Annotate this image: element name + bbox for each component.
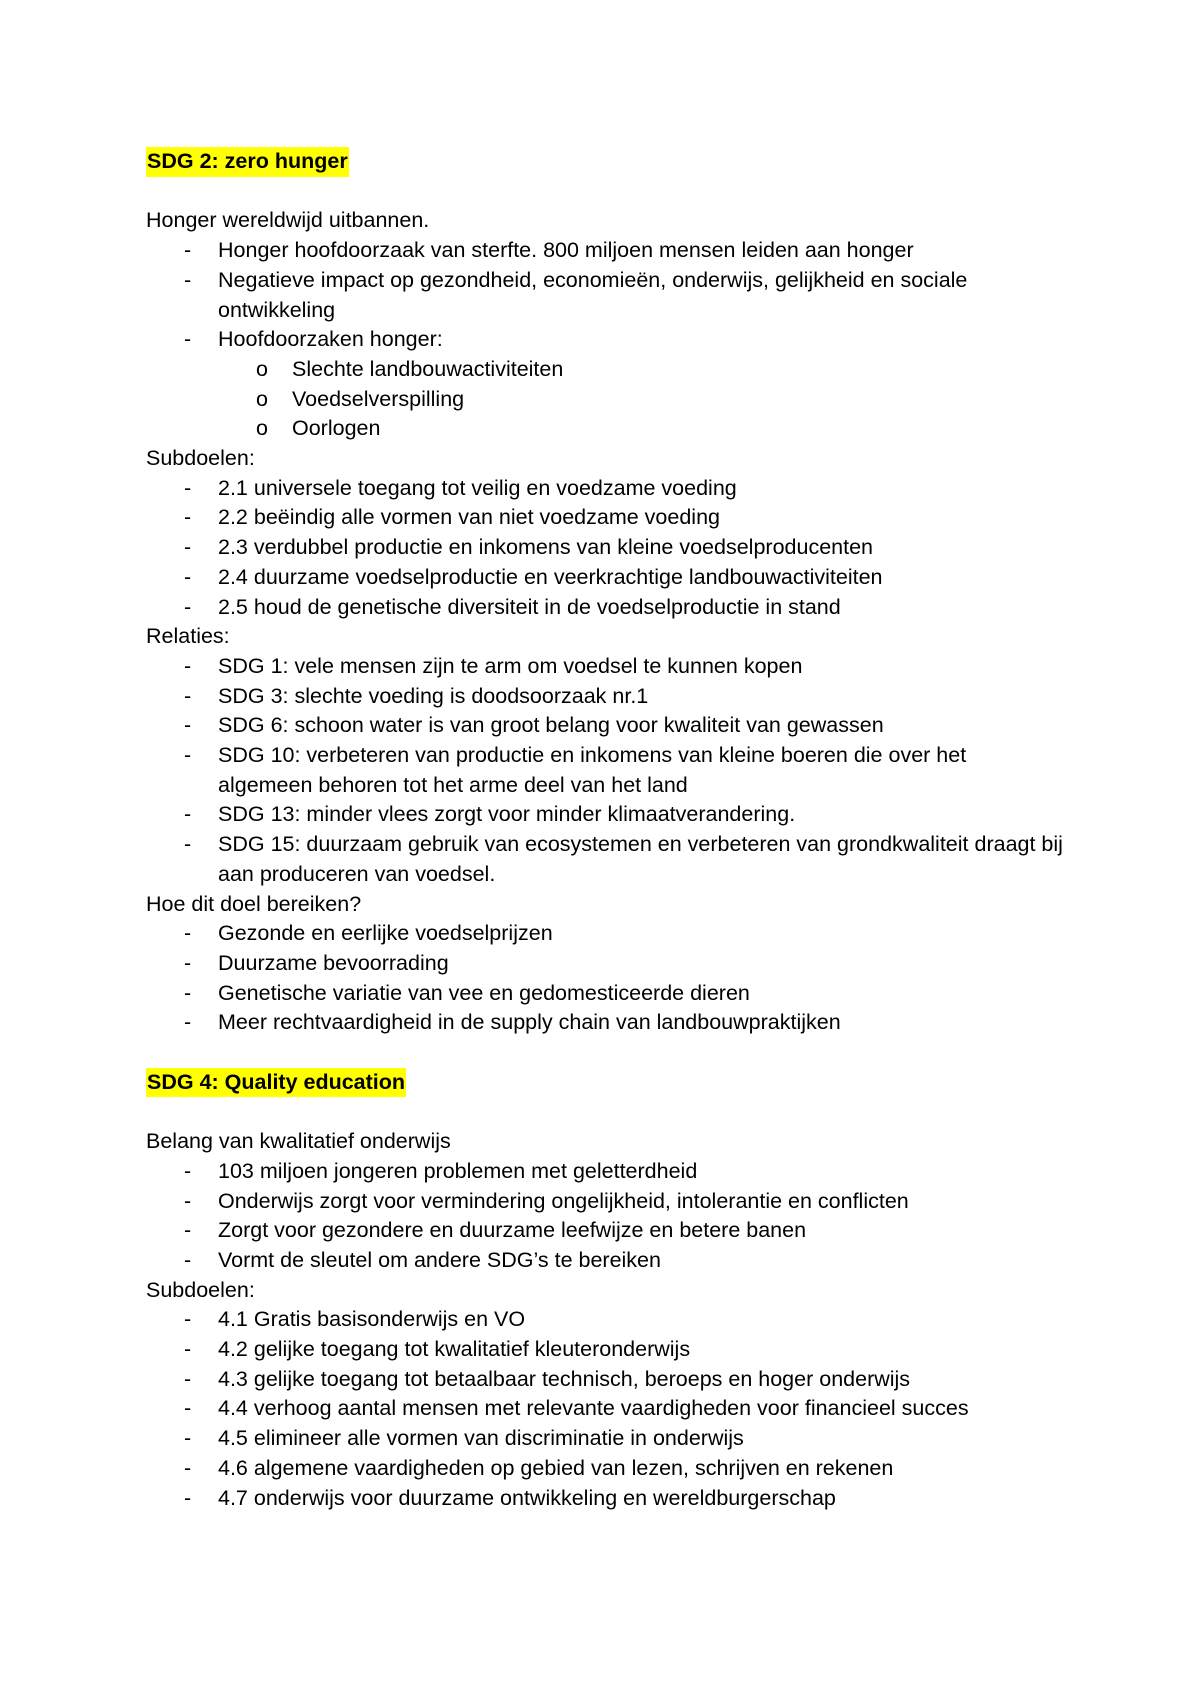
list-item-text: Honger hoofdoorzaak van sterfte. 800 miljoen mensen leiden aan honger [218, 238, 914, 263]
sub-list-item-text: Voedselverspilling [292, 386, 465, 411]
list-item-text: Meer rechtvaardigheid in de supply chain van landbouwpraktijken [218, 1010, 841, 1035]
dash-bullet: - [184, 713, 192, 738]
list-item-text: Hoofdoorzaken honger: [218, 327, 443, 352]
dash-bullet: - [184, 238, 192, 263]
sub-list-item-text: Oorlogen [292, 416, 381, 441]
dash-bullet: - [184, 267, 192, 292]
dash-bullet: - [184, 535, 192, 560]
list-item-text: Onderwijs zorgt voor vermindering ongelijkheid, intolerantie en conflicten [218, 1188, 909, 1213]
list-item [146, 1424, 1086, 1454]
list-item [146, 652, 1086, 682]
list-item [146, 919, 1086, 949]
list-item-text: Negatieve impact op gezondheid, economieën, onderwijs, gelijkheid en sociale ontwikkeling [218, 267, 968, 322]
dash-bullet: - [184, 1426, 192, 1451]
list-item [146, 503, 1086, 533]
dash-bullet: - [184, 505, 192, 530]
dash-bullet: - [184, 1485, 192, 1510]
dash-bullet: - [184, 683, 192, 708]
list-item [146, 325, 1086, 355]
list-item [146, 979, 1086, 1009]
list-item-text: Vormt de sleutel om andere SDG’s te bereiken [218, 1247, 661, 1272]
dash-bullet: - [184, 475, 192, 500]
sub-list-item [146, 355, 1086, 385]
list-item-text: Genetische variatie van vee en gedomesticeerde dieren [218, 980, 750, 1005]
list-item-text: 2.4 duurzame voedselproductie en veerkrachtige landbouwactiviteiten [218, 564, 883, 589]
section-heading-sdg4 [146, 1068, 1086, 1098]
list-item [146, 1305, 1086, 1335]
sub-list-item [146, 414, 1086, 444]
blank-line [146, 177, 1086, 207]
dash-bullet: - [184, 1307, 192, 1332]
circle-bullet: o [256, 386, 268, 411]
list-item [146, 1335, 1086, 1365]
list-item-text: 2.5 houd de genetische diversiteit in de voedselproductie in stand [218, 594, 841, 619]
list-item [146, 800, 1086, 830]
list-item-text: SDG 6: schoon water is van groot belang voor kwaliteit van gewassen [218, 713, 884, 738]
dash-bullet: - [184, 653, 192, 678]
blank-line [146, 1038, 1086, 1068]
dash-bullet: - [184, 980, 192, 1005]
list-item [146, 1216, 1086, 1246]
list-item-text: 4.7 onderwijs voor duurzame ontwikkeling en wereldburgerschap [218, 1485, 836, 1510]
list-item-text: 2.1 universele toegang tot veilig en voedzame voeding [218, 475, 737, 500]
relations-label: Relaties: [146, 624, 230, 649]
list-item-text: SDG 10: verbeteren van productie en inkomens van kleine boeren die over het algemeen behoren tot het arme deel van het land [218, 743, 967, 797]
list-item-text: SDG 13: minder vlees zorgt voor minder klimaatverandering. [218, 802, 796, 827]
dash-bullet: - [184, 1218, 192, 1243]
list-item [146, 1394, 1086, 1424]
dash-bullet: - [184, 1158, 192, 1183]
list-item [146, 474, 1086, 504]
dash-bullet: - [184, 1366, 192, 1391]
list-item-text: 4.3 gelijke toegang tot betaalbaar technisch, beroeps en hoger onderwijs [218, 1366, 911, 1391]
list-item [146, 741, 1018, 800]
list-item [146, 266, 1018, 325]
list-item [146, 682, 1086, 712]
list-item-text: Gezonde en eerlijke voedselprijzen [218, 921, 553, 946]
list-item-text: 4.5 elimineer alle vormen van discriminatie in onderwijs [218, 1426, 744, 1451]
list-item-text: SDG 1: vele mensen zijn te arm om voedsel te kunnen kopen [218, 653, 803, 678]
circle-bullet: o [256, 416, 268, 441]
list-item [146, 1454, 1086, 1484]
list-item-text: 4.1 Gratis basisonderwijs en VO [218, 1307, 526, 1332]
list-item-text: 4.4 verhoog aantal mensen met relevante vaardigheden voor financieel succes [218, 1396, 969, 1421]
list-item [146, 1246, 1086, 1276]
sub-list-item-text: Slechte landbouwactiviteiten [292, 356, 564, 381]
list-item-text: SDG 15: duurzaam gebruik van ecosystemen en verbeteren van grondkwaliteit draagt bij aan produceren van voedsel. [218, 832, 1063, 886]
list-item [146, 1187, 1086, 1217]
list-item-text: SDG 3: slechte voeding is doodsoorzaak nr.1 [218, 683, 649, 708]
dash-bullet: - [184, 327, 192, 352]
list-item [146, 949, 1086, 979]
list-item-text: 2.2 beëindig alle vormen van niet voedzame voeding [218, 505, 720, 530]
list-item-text: Zorgt voor gezondere en duurzame leefwijze en betere banen [218, 1218, 807, 1243]
section-heading-text: SDG 4: Quality education [146, 1068, 406, 1098]
section-heading-text: SDG 2: zero hunger [146, 147, 349, 177]
dash-bullet: - [184, 832, 192, 857]
dash-bullet: - [184, 743, 192, 768]
list-item-text: 4.6 algemene vaardigheden op gebied van lezen, schrijven en rekenen [218, 1455, 894, 1480]
dash-bullet: - [184, 594, 192, 619]
dash-bullet: - [184, 1247, 192, 1272]
list-item [146, 236, 1086, 266]
list-item-text: 103 miljoen jongeren problemen met geletterdheid [218, 1158, 698, 1183]
circle-bullet: o [256, 356, 268, 381]
blank-line [146, 1097, 1086, 1127]
list-item [146, 1157, 1086, 1187]
subgoals-label: Subdoelen: [146, 446, 255, 471]
dash-bullet: - [184, 921, 192, 946]
dash-bullet: - [184, 564, 192, 589]
intro-text: Belang van kwalitatief onderwijs [146, 1129, 451, 1154]
how-label: Hoe dit doel bereiken? [146, 891, 362, 916]
sub-list-item [146, 385, 1086, 415]
dash-bullet: - [184, 950, 192, 975]
list-item [146, 593, 1086, 623]
list-item [146, 1008, 1086, 1038]
document-content [146, 147, 1086, 1513]
list-item-text: 2.3 verdubbel productie en inkomens van kleine voedselproducenten [218, 535, 873, 560]
section-heading-sdg2 [146, 147, 1086, 177]
subgoals-label: Subdoelen: [146, 1277, 255, 1302]
list-item [146, 711, 1086, 741]
dash-bullet: - [184, 802, 192, 827]
list-item [146, 1484, 1086, 1514]
list-item-text: Duurzame bevoorrading [218, 950, 449, 975]
list-item [146, 533, 1086, 563]
intro-text: Honger wereldwijd uitbannen. [146, 208, 430, 233]
list-item [146, 563, 1086, 593]
list-item-text: 4.2 gelijke toegang tot kwalitatief kleuteronderwijs [218, 1337, 691, 1362]
dash-bullet: - [184, 1188, 192, 1213]
dash-bullet: - [184, 1337, 192, 1362]
list-item [146, 830, 1078, 889]
dash-bullet: - [184, 1455, 192, 1480]
dash-bullet: - [184, 1010, 192, 1035]
dash-bullet: - [184, 1396, 192, 1421]
list-item [146, 1365, 1086, 1395]
